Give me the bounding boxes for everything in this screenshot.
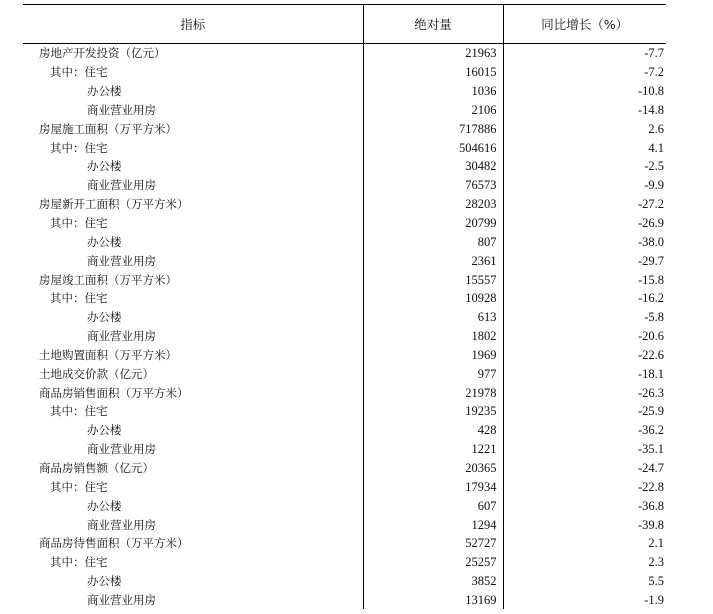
row-yoy-growth: 2.1 bbox=[503, 534, 666, 553]
row-indicator-label: 商业营业用房 bbox=[87, 253, 156, 268]
table-row bbox=[23, 572, 666, 591]
row-indicator-label: 办公楼 bbox=[87, 423, 122, 438]
table-row bbox=[23, 119, 666, 138]
row-yoy-growth: -1.9 bbox=[503, 590, 666, 609]
table-row bbox=[23, 421, 666, 440]
table-row bbox=[23, 590, 666, 609]
table-row bbox=[23, 308, 666, 327]
row-yoy-growth: -7.7 bbox=[503, 44, 666, 63]
table-row bbox=[23, 138, 666, 157]
row-absolute-value: 76573 bbox=[363, 176, 503, 195]
row-indicator-label: 商业营业用房 bbox=[87, 442, 156, 457]
table-row bbox=[23, 176, 666, 195]
row-indicator-label: 办公楼 bbox=[87, 310, 122, 325]
table-row bbox=[23, 44, 666, 63]
row-absolute-value: 717886 bbox=[363, 119, 503, 138]
row-indicator-label: 土地成交价款（亿元） bbox=[39, 366, 154, 381]
row-indicator-label: 其中：住宅 bbox=[50, 216, 108, 231]
row-yoy-growth: 2.3 bbox=[503, 553, 666, 572]
row-yoy-growth: -36.2 bbox=[503, 421, 666, 440]
table-row bbox=[23, 383, 666, 402]
row-indicator-label: 商业营业用房 bbox=[87, 102, 156, 117]
table-body bbox=[23, 44, 666, 610]
row-yoy-growth: -35.1 bbox=[503, 440, 666, 459]
table-row bbox=[23, 440, 666, 459]
row-indicator-label: 商业营业用房 bbox=[87, 178, 156, 193]
table-row bbox=[23, 459, 666, 478]
row-yoy-growth: -26.9 bbox=[503, 214, 666, 233]
row-indicator-label: 其中：住宅 bbox=[50, 291, 108, 306]
header-indicator: 指标 bbox=[23, 5, 363, 44]
row-yoy-growth: -7.2 bbox=[503, 63, 666, 82]
row-indicator-label: 商业营业用房 bbox=[87, 329, 156, 344]
table-row bbox=[23, 515, 666, 534]
row-indicator-label: 土地购置面积（万平方米） bbox=[39, 347, 177, 362]
row-absolute-value: 28203 bbox=[363, 195, 503, 214]
row-absolute-value: 1036 bbox=[363, 82, 503, 101]
row-absolute-value: 16015 bbox=[363, 63, 503, 82]
row-indicator-label: 商品房销售额（亿元） bbox=[39, 460, 154, 475]
row-indicator-label: 办公楼 bbox=[87, 498, 122, 513]
row-indicator-label: 房屋竣工面积（万平方米） bbox=[39, 272, 177, 287]
row-indicator-label: 其中：住宅 bbox=[50, 140, 108, 155]
row-yoy-growth: -16.2 bbox=[503, 289, 666, 308]
row-yoy-growth: -27.2 bbox=[503, 195, 666, 214]
row-absolute-value: 21978 bbox=[363, 383, 503, 402]
table-row bbox=[23, 63, 666, 82]
row-indicator-label: 办公楼 bbox=[87, 159, 122, 174]
row-absolute-value: 13169 bbox=[363, 590, 503, 609]
row-absolute-value: 807 bbox=[363, 232, 503, 251]
row-indicator-label: 商业营业用房 bbox=[87, 592, 156, 607]
table-row bbox=[23, 327, 666, 346]
row-absolute-value: 504616 bbox=[363, 138, 503, 157]
row-absolute-value: 21963 bbox=[363, 44, 503, 63]
row-absolute-value: 3852 bbox=[363, 572, 503, 591]
table-row bbox=[23, 82, 666, 101]
table-row bbox=[23, 553, 666, 572]
row-yoy-growth: -20.6 bbox=[503, 327, 666, 346]
row-absolute-value: 17934 bbox=[363, 477, 503, 496]
row-yoy-growth: -25.9 bbox=[503, 402, 666, 421]
row-yoy-growth: -26.3 bbox=[503, 383, 666, 402]
row-absolute-value: 2361 bbox=[363, 251, 503, 270]
row-yoy-growth: -36.8 bbox=[503, 496, 666, 515]
row-indicator-label: 其中：住宅 bbox=[50, 65, 108, 80]
row-absolute-value: 428 bbox=[363, 421, 503, 440]
table-row bbox=[23, 364, 666, 383]
header-absolute-value: 绝对量 bbox=[363, 5, 503, 44]
table-row bbox=[23, 402, 666, 421]
row-yoy-growth: -2.5 bbox=[503, 157, 666, 176]
row-indicator-label: 商品房销售面积（万平方米） bbox=[39, 385, 189, 400]
row-yoy-growth: -10.8 bbox=[503, 82, 666, 101]
row-absolute-value: 19235 bbox=[363, 402, 503, 421]
row-indicator-label: 其中：住宅 bbox=[50, 404, 108, 419]
row-absolute-value: 1802 bbox=[363, 327, 503, 346]
table-row bbox=[23, 477, 666, 496]
row-absolute-value: 30482 bbox=[363, 157, 503, 176]
header-yoy-growth: 同比增长（%） bbox=[503, 5, 666, 44]
row-yoy-growth: -22.6 bbox=[503, 346, 666, 365]
row-absolute-value: 613 bbox=[363, 308, 503, 327]
table-row bbox=[23, 496, 666, 515]
row-yoy-growth: -29.7 bbox=[503, 251, 666, 270]
table-row bbox=[23, 251, 666, 270]
table-row bbox=[23, 195, 666, 214]
row-indicator-label: 办公楼 bbox=[87, 234, 122, 249]
row-absolute-value: 1294 bbox=[363, 515, 503, 534]
table-row bbox=[23, 289, 666, 308]
row-indicator-label: 办公楼 bbox=[87, 84, 122, 99]
header-row bbox=[23, 5, 666, 44]
row-absolute-value: 25257 bbox=[363, 553, 503, 572]
row-yoy-growth: -15.8 bbox=[503, 270, 666, 289]
row-indicator-label: 办公楼 bbox=[87, 574, 122, 589]
row-indicator-label: 商业营业用房 bbox=[87, 517, 156, 532]
row-absolute-value: 20365 bbox=[363, 459, 503, 478]
table-row bbox=[23, 101, 666, 120]
row-absolute-value: 607 bbox=[363, 496, 503, 515]
row-indicator-label: 其中：住宅 bbox=[50, 479, 108, 494]
row-yoy-growth: 4.1 bbox=[503, 138, 666, 157]
table-row bbox=[23, 232, 666, 251]
table-row bbox=[23, 157, 666, 176]
row-indicator-label: 房屋施工面积（万平方米） bbox=[39, 121, 177, 136]
row-yoy-growth: -22.8 bbox=[503, 477, 666, 496]
row-yoy-growth: -38.0 bbox=[503, 232, 666, 251]
row-absolute-value: 977 bbox=[363, 364, 503, 383]
row-indicator-label: 商品房待售面积（万平方米） bbox=[39, 536, 189, 551]
row-absolute-value: 1969 bbox=[363, 346, 503, 365]
row-indicator-label: 其中：住宅 bbox=[50, 555, 108, 570]
row-yoy-growth: 5.5 bbox=[503, 572, 666, 591]
table-row bbox=[23, 346, 666, 365]
row-absolute-value: 20799 bbox=[363, 214, 503, 233]
table-row bbox=[23, 270, 666, 289]
row-yoy-growth: -9.9 bbox=[503, 176, 666, 195]
table-row bbox=[23, 534, 666, 553]
row-absolute-value: 15557 bbox=[363, 270, 503, 289]
statistics-table bbox=[23, 4, 666, 609]
row-yoy-growth: -24.7 bbox=[503, 459, 666, 478]
table-row bbox=[23, 214, 666, 233]
table-header bbox=[23, 5, 666, 44]
row-absolute-value: 2106 bbox=[363, 101, 503, 120]
row-indicator-label: 房地产开发投资（亿元） bbox=[39, 46, 166, 61]
row-yoy-growth: 2.6 bbox=[503, 119, 666, 138]
row-yoy-growth: -5.8 bbox=[503, 308, 666, 327]
row-indicator-label: 房屋新开工面积（万平方米） bbox=[39, 197, 189, 212]
row-absolute-value: 10928 bbox=[363, 289, 503, 308]
row-yoy-growth: -14.8 bbox=[503, 101, 666, 120]
row-absolute-value: 52727 bbox=[363, 534, 503, 553]
row-absolute-value: 1221 bbox=[363, 440, 503, 459]
row-yoy-growth: -39.8 bbox=[503, 515, 666, 534]
row-yoy-growth: -18.1 bbox=[503, 364, 666, 383]
